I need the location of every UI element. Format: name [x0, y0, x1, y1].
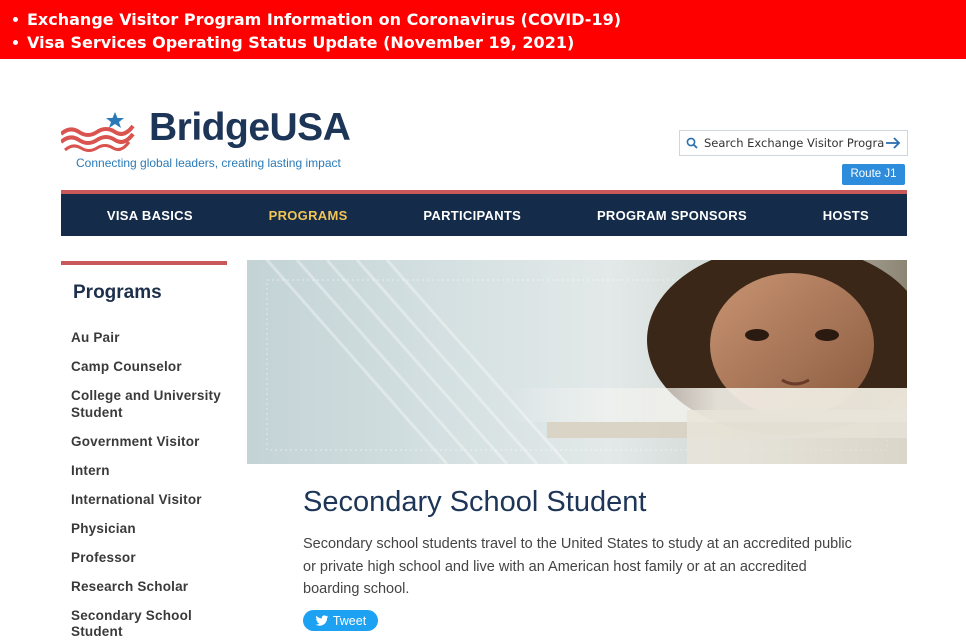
site-logo[interactable]: [61, 108, 361, 172]
sidebar-item-camp-counselor[interactable]: Camp Counselor: [71, 359, 182, 374]
route-j1-button[interactable]: Route J1: [842, 164, 905, 185]
arrow-right-icon[interactable]: [885, 136, 901, 150]
search-box: [679, 130, 908, 156]
sidebar-list: [71, 330, 226, 644]
alert-item[interactable]: [13, 31, 966, 54]
brand-name: BridgeUSA: [149, 106, 351, 149]
sidebar-item-international-visitor[interactable]: International Visitor: [71, 491, 202, 507]
sidebar-item-college-university-student[interactable]: College and University Student: [71, 388, 221, 420]
tweet-button[interactable]: [303, 610, 378, 631]
main-nav: [61, 194, 907, 236]
twitter-bird-icon: [315, 615, 329, 627]
search-icon: [686, 137, 698, 149]
alert-banner: [0, 0, 966, 59]
page-title: Secondary School Student: [303, 486, 647, 518]
alert-link-visa-status[interactable]: Visa Services Operating Status Update (November 19, 2021): [27, 33, 575, 52]
search-input[interactable]: [704, 136, 885, 150]
sidebar-item-professor[interactable]: Professor: [71, 549, 136, 565]
nav-item-program-sponsors[interactable]: PROGRAM SPONSORS: [596, 207, 747, 223]
sidebar-item-government-visitor[interactable]: Government Visitor: [71, 433, 200, 449]
sidebar-item-au-pair[interactable]: Au Pair: [71, 330, 120, 345]
page-description: Secondary school students travel to the United States to study at an accredited public or private high school and live with an American host family or at an accredited boarding school.: [303, 536, 852, 597]
bullet-icon: [13, 40, 18, 45]
sidebar-item-intern[interactable]: Intern: [71, 462, 110, 478]
sidebar-divider: [61, 261, 227, 265]
tweet-label: Tweet: [332, 613, 367, 628]
sidebar-title: Programs: [73, 282, 162, 303]
bullet-icon: [13, 17, 18, 22]
sidebar-item-secondary-school-student[interactable]: Secondary School Student: [71, 607, 192, 639]
hero-image: [247, 260, 907, 464]
hero-illustration: [247, 260, 907, 464]
nav-item-participants[interactable]: PARTICIPANTS: [423, 207, 522, 223]
sidebar-item-research-scholar[interactable]: Research Scholar: [71, 578, 189, 594]
logo-flag-icon: [61, 112, 135, 154]
sidebar-item-physician[interactable]: Physician: [71, 520, 136, 536]
nav-item-visa-basics[interactable]: VISA BASICS: [106, 207, 193, 223]
alert-link-covid[interactable]: Exchange Visitor Program Information on Coronavirus (COVID-19): [27, 10, 622, 29]
brand-tagline: Connecting global leaders, creating lasting impact: [76, 156, 341, 170]
nav-item-programs[interactable]: PROGRAMS: [268, 207, 348, 223]
alert-item[interactable]: [13, 8, 966, 31]
nav-item-hosts[interactable]: HOSTS: [822, 207, 870, 223]
